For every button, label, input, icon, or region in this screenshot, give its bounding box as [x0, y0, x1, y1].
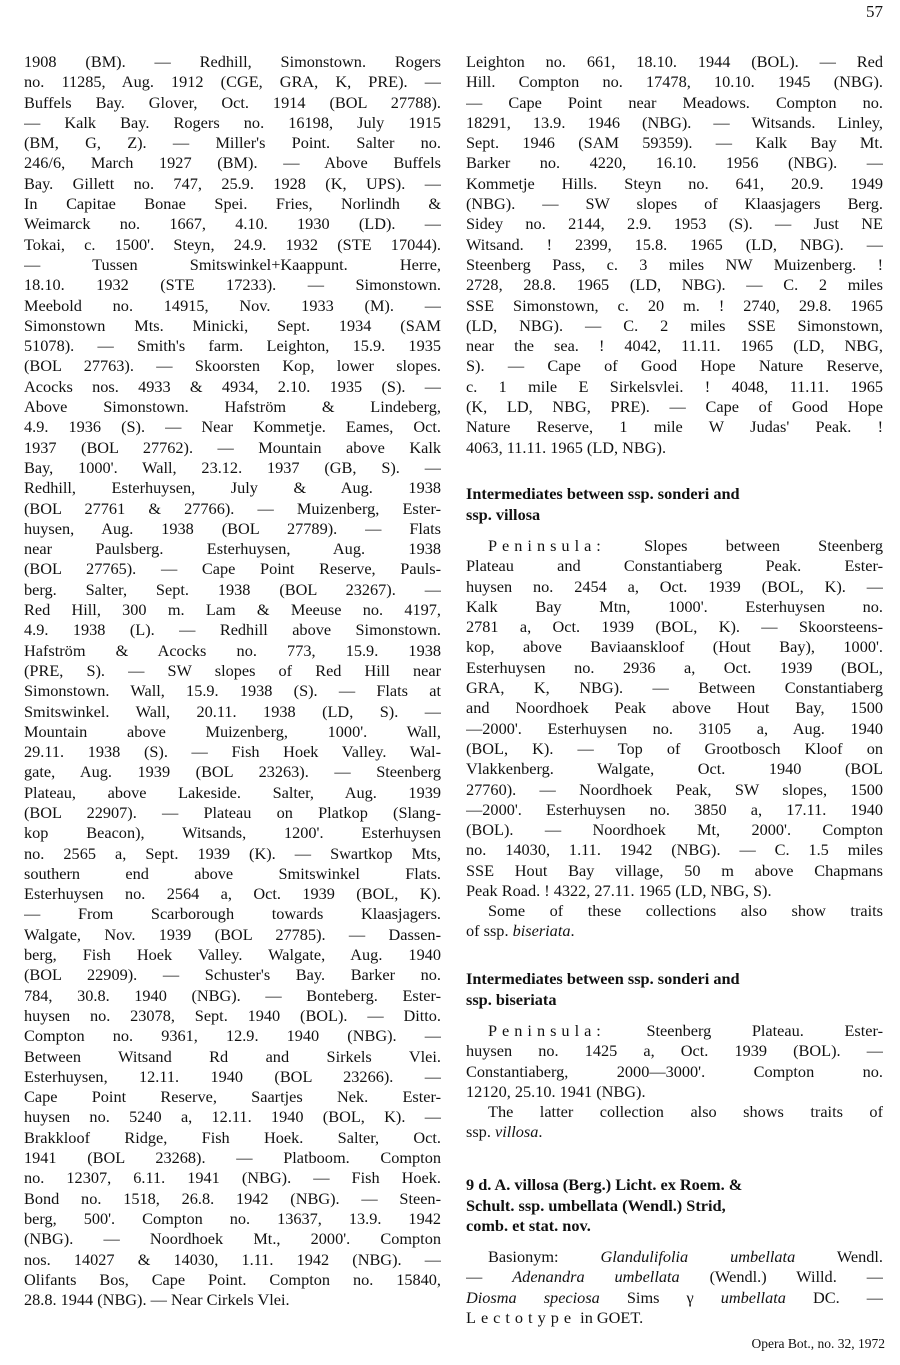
- text-line: (BOL 22907). — Plateau on Platkop (Slang-: [24, 802, 441, 822]
- text-line: Cape Point Reserve, Saartjes Nek. Ester-: [24, 1087, 441, 1107]
- basionym-paragraph: [466, 1247, 883, 1328]
- text-line: (BOL 27763). — Skoorsten Kop, lower slopes.: [24, 356, 441, 376]
- text-line: [466, 536, 883, 556]
- text-line: In Capitae Bonae Spei. Fries, Norlindh &: [24, 194, 441, 214]
- text-segment: Slopes between Steenberg: [605, 536, 883, 555]
- text-line: GRA, K, NBG). — Between Constantiaberg: [466, 678, 883, 698]
- heading-line: Intermediates between ssp. sonderi and: [466, 969, 740, 988]
- text-line: no. 11285, Aug. 1912 (CGE, GRA, K, PRE). —: [24, 72, 441, 92]
- text-line: (BOL 27761 & 27766). — Muizenberg, Ester-: [24, 498, 441, 518]
- text-line: Above Simonstown. Hafström & Lindeberg,: [24, 397, 441, 417]
- specimen-list-paragraph: [466, 52, 883, 458]
- text-segment: Steenberg Plateau. Ester-: [605, 1021, 883, 1040]
- text-line: huysen no. 23078, Sept. 1940 (BOL). — Ditto.: [24, 1005, 441, 1025]
- text-segment: in GOET.: [576, 1307, 644, 1327]
- text-line: Walgate, Nov. 1939 (BOL 27785). — Dassen-: [24, 924, 441, 944]
- text-line: (BOL). — Noordhoek Mt, 2000'. Compton: [466, 820, 883, 840]
- text-line: Kalk Bay Mtn, 1000'. Esterhuysen no.: [466, 596, 883, 616]
- text-segment: Wendl.: [795, 1247, 883, 1266]
- text-line: Compton no. 9361, 12.9. 1940 (NBG). —: [24, 1026, 441, 1046]
- text-line: 784, 30.8. 1940 (NBG). — Bonteberg. Ester-: [24, 985, 441, 1005]
- text-line: [466, 921, 883, 941]
- text-line: Acocks nos. 4933 & 4934, 2.10. 1935 (S). —: [24, 376, 441, 396]
- heading-line: ssp. villosa: [466, 504, 541, 524]
- text-line: berg, 500'. Compton no. 13637, 13.9. 1942: [24, 1208, 441, 1228]
- text-line: 1908 (BM). — Redhill, Simonstown. Rogers: [24, 52, 441, 71]
- text-line: — From Scarborough towards Klaasjagers.: [24, 904, 441, 924]
- intermediates-villosa-note: [466, 901, 883, 942]
- text-line: Simonstown Mts. Minicki, Sept. 1934 (SAM: [24, 315, 441, 335]
- intermediates-biseriata-paragraph: [466, 1021, 883, 1102]
- text-line: Bay. Gillett no. 747, 25.9. 1928 (K, UPS). —: [24, 173, 441, 193]
- text-line: Hill. Compton no. 17478, 10.10. 1945 (NBG).: [466, 72, 883, 92]
- text-line: Constantiaberg, 2000—3000'. Compton no.: [466, 1061, 883, 1081]
- text-line: 2728, 28.8. 1965 (LD, NBG). — C. 2 miles: [466, 275, 883, 295]
- text-line: 4063, 11.11. 1965 (LD, NBG).: [466, 437, 667, 457]
- text-line: (K, LD, NBG, PRE). — Cape of Good Hope: [466, 397, 883, 417]
- italic-text: biseriata: [512, 921, 571, 941]
- text-line: Plateau, above Lakeside. Salter, Aug. 1939: [24, 782, 441, 802]
- text-line: berg, Fish Hoek Valley. Walgate, Aug. 1940: [24, 945, 441, 965]
- text-line: — Tussen Smitswinkel+Kaappunt. Herre,: [24, 254, 441, 274]
- page-number: 57: [866, 2, 883, 21]
- specimen-list-paragraph: [24, 52, 441, 1310]
- text-line: (PRE, S). — SW slopes of Red Hill near: [24, 660, 441, 680]
- text-line: Bond no. 1518, 26.8. 1942 (NBG). — Steen-: [24, 1188, 441, 1208]
- text-line: Weimarck no. 1667, 4.10. 1930 (LD). —: [24, 214, 441, 234]
- text-line: huysen no. 5240 a, 12.11. 1940 (BOL, K). —: [24, 1107, 441, 1127]
- text-line: kop Beacon), Witsands, 1200'. Esterhuysen: [24, 823, 441, 843]
- text-line: Steenberg Pass, c. 3 miles NW Muizenberg. !: [466, 254, 883, 274]
- text-line: southern end above Smitswinkel Flats.: [24, 863, 441, 883]
- text-segment: DC. —: [785, 1287, 883, 1307]
- text-line: 12120, 25.10. 1941 (NBG).: [466, 1081, 646, 1101]
- text-line: 51078). — Smith's farm. Leighton, 15.9. 1935: [24, 336, 441, 356]
- text-line: (BOL 22909). — Schuster's Bay. Barker no.: [24, 965, 441, 985]
- text-line: Kommetje Hills. Steyn no. 641, 20.9. 1949: [466, 173, 883, 193]
- italic-text: Diosma speciosa: [466, 1287, 600, 1307]
- text-line: [466, 1122, 883, 1142]
- text-line: 28.8. 1944 (NBG). — Near Cirkels Vlei.: [24, 1290, 290, 1310]
- text-line: Sidey no. 2144, 2.9. 1953 (S). — Just NE: [466, 214, 883, 234]
- text-line: 246/6, March 1927 (BM). — Above Buffels: [24, 153, 441, 173]
- intermediates-villosa-paragraph: [466, 536, 883, 901]
- text-segment: .: [538, 1122, 543, 1142]
- text-line: 2781 a, Oct. 1939 (BOL, K). — Skoorsteens-: [466, 617, 883, 637]
- text-line: Some of these collections also show traits: [488, 901, 883, 920]
- text-line: Bay, 1000'. Wall, 23.12. 1937 (GB, S). —: [24, 457, 441, 477]
- text-line: SSE Simonstown, c. 20 m. ! 2740, 29.8. 1965: [466, 295, 883, 315]
- text-line: Olifants Bos, Cape Point. Compton no. 15840,: [24, 1269, 441, 1289]
- text-line: no. 14030, 1.11. 1942 (NBG). — C. 1.5 miles: [466, 840, 883, 860]
- text-line: —2000'. Esterhuysen no. 3105 a, Aug. 1940: [466, 718, 883, 738]
- text-line: Mountain above Muizenberg, 1000'. Wall,: [24, 721, 441, 741]
- text-line: — Kalk Bay. Rogers no. 16198, July 1915: [24, 112, 441, 132]
- left-column: [24, 52, 441, 1310]
- text-line: Vlakkenberg. Walgate, Oct. 1940 (BOL: [466, 759, 883, 779]
- text-line: nos. 14027 & 14030, 1.11. 1942 (NBG). —: [24, 1249, 441, 1269]
- text-line: (LD, NBG). — C. 2 miles SSE Simonstown,: [466, 315, 883, 335]
- text-line: Plateau and Constantiaberg Peak. Ester-: [466, 556, 883, 576]
- text-segment: (Wendl.) Willd. —: [679, 1267, 883, 1287]
- spaced-text: Peninsula:: [488, 536, 606, 555]
- italic-text: Glandulifolia umbellata: [600, 1247, 796, 1266]
- heading-line: comb. et stat. nov.: [466, 1216, 591, 1235]
- heading-line: Schult. ssp. umbellata (Wendl.) Strid,: [466, 1195, 726, 1215]
- text-line: S). — Cape of Good Hope Nature Reserve,: [466, 356, 883, 376]
- text-line: Red Hill, 300 m. Lam & Meeuse no. 4197,: [24, 600, 441, 620]
- text-line: Buffels Bay. Glover, Oct. 1914 (BOL 27788).: [24, 92, 441, 112]
- text-line: 27760). — Noordhoek Peak, SW slopes, 1500: [466, 779, 883, 799]
- text-line: near Paulsberg. Esterhuysen, Aug. 1938: [24, 539, 441, 559]
- text-line: Redhill, Esterhuysen, July & Aug. 1938: [24, 478, 441, 498]
- italic-text: umbellata: [720, 1287, 786, 1307]
- text-line: huysen no. 1425 a, Oct. 1939 (BOL). —: [466, 1041, 883, 1061]
- text-line: Esterhuysen, 12.11. 1940 (BOL 23266). —: [24, 1066, 441, 1086]
- heading-line: Intermediates between ssp. sonderi and: [466, 484, 740, 503]
- section-heading-sonderi-villosa: [466, 484, 883, 525]
- text-segment: ssp.: [466, 1122, 495, 1142]
- text-line: Peak Road. ! 4322, 27.11. 1965 (LD, NBG, S).: [466, 881, 772, 901]
- text-line: Meebold no. 14915, Nov. 1933 (M). —: [24, 295, 441, 315]
- intermediates-biseriata-note: [466, 1102, 883, 1143]
- text-line: SSE Hout Bay village, 50 m above Chapmans: [466, 860, 883, 880]
- text-line: 29.11. 1938 (S). — Fish Hoek Valley. Wal-: [24, 742, 441, 762]
- text-line: 4.9. 1938 (L). — Redhill above Simonstown.: [24, 620, 441, 640]
- text-line: Tokai, c. 1500'. Steyn, 24.9. 1932 (STE 17044).: [24, 234, 441, 254]
- text-line: [466, 1021, 883, 1041]
- text-line: huysen no. 2454 a, Oct. 1939 (BOL, K). —: [466, 576, 883, 596]
- text-line: Hafström & Acocks no. 773, 15.9. 1938: [24, 640, 441, 660]
- italic-text: villosa: [494, 1122, 539, 1142]
- text-line: huysen, Aug. 1938 (BOL 27789). — Flats: [24, 518, 441, 538]
- text-line: —2000'. Esterhuysen no. 3850 a, 17.11. 1940: [466, 799, 883, 819]
- text-line: Simonstown. Wall, 15.9. 1938 (S). — Flats at: [24, 681, 441, 701]
- text-line: Leighton no. 661, 18.10. 1944 (BOL). — Red: [466, 52, 883, 71]
- text-line: kop, above Baviaanskloof (Hout Bay), 1000'.: [466, 637, 883, 657]
- text-line: 18291, 13.9. 1946 (NBG). — Witsands. Linley,: [466, 112, 883, 132]
- text-line: 4.9. 1936 (S). — Near Kommetje. Eames, Oct.: [24, 417, 441, 437]
- text-line: and Noordhoek Peak above Hout Bay, 1500: [466, 698, 883, 718]
- journal-footer: Opera Bot., no. 32, 1972: [751, 1336, 885, 1351]
- heading-line: 9 d. A. villosa (Berg.) Licht. ex Roem. &: [466, 1175, 743, 1194]
- text-line: Witsand. ! 2399, 15.8. 1965 (LD, NBG). —: [466, 234, 883, 254]
- section-heading-sonderi-biseriata: [466, 969, 883, 1010]
- text-segment: —: [466, 1267, 513, 1287]
- text-line: [466, 1308, 883, 1328]
- text-line: (BOL, K). — Top of Grootbosch Kloof on: [466, 738, 883, 758]
- text-line: Smitswinkel. Wall, 20.11. 1938 (LD, S). —: [24, 701, 441, 721]
- taxon-heading-umbellata: [466, 1175, 883, 1237]
- spaced-text: Lectotype: [466, 1307, 577, 1327]
- text-segment: Sims γ: [599, 1287, 721, 1307]
- text-line: (NBG). — Noordhoek Mt., 2000'. Compton: [24, 1229, 441, 1249]
- text-line: Esterhuysen no. 2564 a, Oct. 1939 (BOL, K).: [24, 884, 441, 904]
- text-segment: Basionym:: [488, 1247, 601, 1266]
- text-line: Sept. 1946 (SAM 59359). — Kalk Bay Mt.: [466, 133, 883, 153]
- text-segment: .: [570, 921, 575, 941]
- text-line: c. 1 mile E Sirkelsvlei. ! 4048, 11.11. 1965: [466, 376, 883, 396]
- text-line: (BOL 27765). — Cape Point Reserve, Pauls-: [24, 559, 441, 579]
- text-line: — Cape Point near Meadows. Compton no.: [466, 92, 883, 112]
- text-line: Brakkloof Ridge, Fish Hoek. Salter, Oct.: [24, 1127, 441, 1147]
- text-line: [466, 1288, 883, 1308]
- heading-line: ssp. biseriata: [466, 989, 557, 1009]
- text-line: no. 2565 a, Sept. 1939 (K). — Swartkop Mts,: [24, 843, 441, 863]
- text-line: (BM, G, Z). — Miller's Point. Salter no.: [24, 133, 441, 153]
- text-line: 1941 (BOL 23268). — Platboom. Compton: [24, 1148, 441, 1168]
- text-line: [466, 1267, 883, 1287]
- text-line: Nature Reserve, 1 mile W Judas' Peak. !: [466, 417, 883, 437]
- text-line: 18.10. 1932 (STE 17233). — Simonstown.: [24, 275, 441, 295]
- text-line: (NBG). — SW slopes of Klaasjagers Berg.: [466, 194, 883, 214]
- italic-text: Adenandra umbellata: [512, 1267, 680, 1287]
- text-line: no. 12307, 6.11. 1941 (NBG). — Fish Hoek.: [24, 1168, 441, 1188]
- text-line: Esterhuysen no. 2936 a, Oct. 1939 (BOL,: [466, 657, 883, 677]
- right-column: [466, 0, 883, 1365]
- text-line: Barker no. 4220, 16.10. 1956 (NBG). —: [466, 153, 883, 173]
- spaced-text: Peninsula:: [488, 1021, 606, 1040]
- text-line: berg. Salter, Sept. 1938 (BOL 23267). —: [24, 579, 441, 599]
- text-line: Between Witsand Rd and Sirkels Vlei.: [24, 1046, 441, 1066]
- text-segment: of ssp.: [466, 921, 513, 941]
- text-line: gate, Aug. 1939 (BOL 23263). — Steenberg: [24, 762, 441, 782]
- text-line: [466, 1247, 883, 1267]
- text-line: near the sea. ! 4042, 11.11. 1965 (LD, NBG,: [466, 336, 883, 356]
- text-line: 1937 (BOL 27762). — Mountain above Kalk: [24, 437, 441, 457]
- text-line: The latter collection also shows traits of: [488, 1102, 883, 1121]
